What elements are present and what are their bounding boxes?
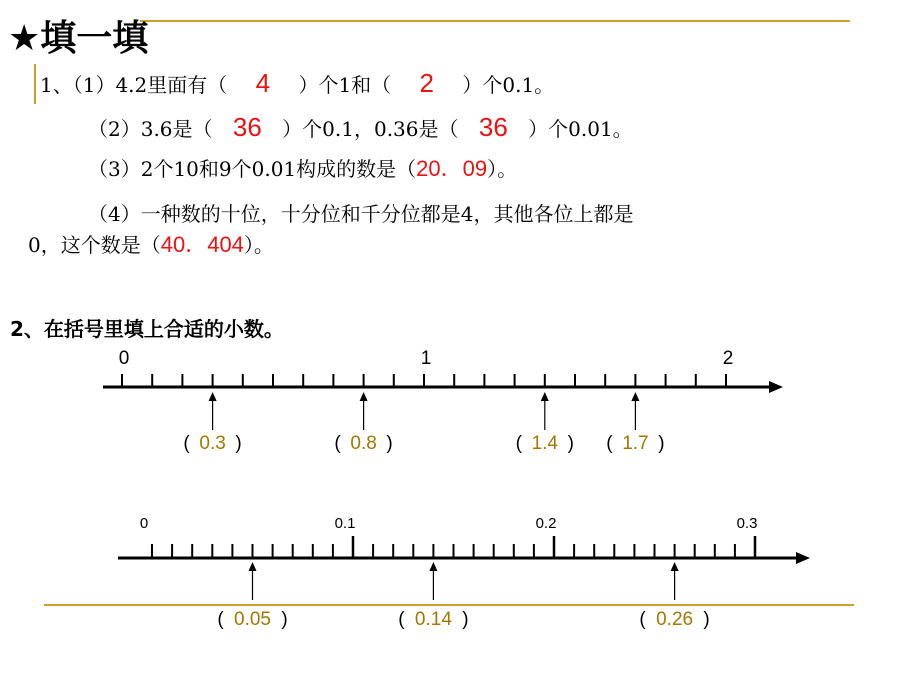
- line1-axis-arrowhead: [769, 381, 783, 393]
- line1-label: 2: [722, 348, 734, 369]
- line1-answer: 1.7: [622, 433, 649, 454]
- q1-4-prefix: 0，这个数是（: [28, 233, 161, 257]
- line1-paren-close: ): [386, 433, 393, 454]
- line1-label: 1: [420, 348, 432, 369]
- line2-answer: 0.26: [656, 609, 694, 630]
- line1-paren-close: ): [567, 433, 574, 454]
- line2-pointer-head: [249, 562, 257, 571]
- line2-paren-open: (: [398, 609, 405, 630]
- line1-label: 0: [118, 348, 130, 369]
- q1-1-suffix: ）个0.1。: [462, 73, 555, 97]
- line1-paren-close: ): [658, 433, 665, 454]
- q1-3-prefix: （3）2个10和9个0.01构成的数是（: [88, 157, 417, 181]
- line1-answer: 0.3: [199, 433, 226, 454]
- line1-paren-open: (: [183, 433, 190, 454]
- line1-paren-close: ): [235, 433, 242, 454]
- line1-answer: 1.4: [531, 433, 559, 454]
- q1-2-mid: ）个0.1，0.36是（: [282, 117, 459, 141]
- q1-1-prefix: 1、（1）4.2里面有（: [40, 73, 228, 97]
- line1-pointer-head: [631, 392, 639, 401]
- line1-paren-open: (: [606, 433, 613, 454]
- q1-2-suffix: ）个0.01。: [528, 117, 633, 141]
- line2-label: 0.3: [736, 515, 758, 532]
- line2-answer: 0.14: [414, 609, 452, 630]
- line1-answer: 0.8: [350, 433, 377, 454]
- q1-1-answer1: 4: [255, 68, 271, 98]
- line2-pointer-head: [429, 562, 437, 571]
- line2-label: 0: [139, 515, 149, 532]
- q1-2-answer1: 36: [232, 112, 262, 142]
- line2-pointer-head: [671, 562, 679, 571]
- q1-line4a: （4）一种数的十位，十分位和千分位都是4，其他各位上都是: [88, 202, 634, 226]
- line2-paren-close: ): [462, 609, 469, 630]
- line1-pointer-head: [360, 392, 368, 401]
- q1-4-suffix: ）。: [243, 233, 274, 257]
- line2-label: 0.2: [535, 515, 557, 532]
- line1-pointer-head: [209, 392, 217, 401]
- line2-label: 0.1: [334, 515, 356, 532]
- line2-axis-arrowhead: [796, 552, 810, 564]
- q1-3-suffix: ）。: [487, 157, 518, 181]
- line1-paren-open: (: [515, 433, 522, 454]
- line2-paren-open: (: [639, 609, 646, 630]
- line1-pointer-head: [541, 392, 549, 401]
- line2-paren-close: ): [703, 609, 710, 630]
- line1-paren-open: (: [334, 433, 341, 454]
- q1-4-answer: 40．404: [160, 232, 244, 257]
- q1-2-answer2: 36: [478, 112, 508, 142]
- q1-3-answer: 20．09: [416, 156, 488, 181]
- q1-1-answer2: 2: [419, 68, 435, 98]
- q1-2-prefix: （2）3.6是（: [88, 117, 213, 141]
- q1-1-mid: ）个1和（: [298, 73, 392, 97]
- q2-heading: 2、在括号里填上合适的小数。: [10, 317, 284, 341]
- line2-paren-close: ): [281, 609, 288, 630]
- page-title: ★填一填: [8, 18, 149, 59]
- line2-paren-open: (: [217, 609, 224, 630]
- line2-answer: 0.05: [234, 609, 271, 630]
